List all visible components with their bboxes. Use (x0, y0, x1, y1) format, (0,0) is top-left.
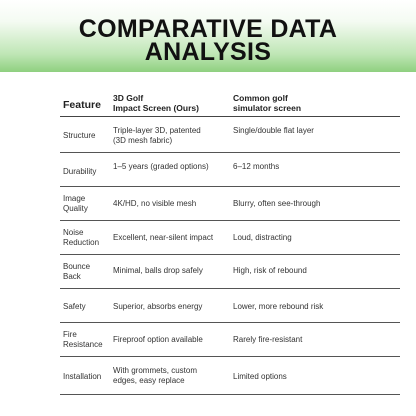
row-feature-label: Installation (63, 372, 102, 381)
row-ours-value: Excellent, near-silent impact (113, 233, 214, 242)
row-feature-label: Durability (63, 167, 97, 176)
row-common-value: Single/double flat layer (233, 126, 314, 135)
row-feature-label: Image Quality (63, 194, 88, 213)
row-common-value: Limited options (233, 372, 287, 381)
table-row (60, 289, 400, 323)
row-common-value: Loud, distracting (233, 233, 292, 242)
row-feature-label: Noise Reduction (63, 228, 100, 247)
page-title-line-2: ANALYSIS (144, 38, 272, 66)
row-ours-value: 4K/HD, no visible mesh (113, 199, 197, 208)
row-feature-label: Fire Resistance (63, 330, 103, 349)
table-header-row (60, 80, 400, 117)
row-ours-value: Minimal, balls drop safely (113, 266, 203, 275)
row-feature-label: Safety (63, 302, 86, 311)
table-row (60, 255, 400, 289)
row-ours-value: Triple-layer 3D, patented (3D mesh fabric) (113, 126, 201, 145)
table-row (60, 187, 400, 221)
row-feature-label: Structure (63, 131, 96, 140)
table-row (60, 221, 400, 255)
row-feature-label: Bounce Back (63, 262, 91, 281)
row-ours-value: 1–5 years (graded options) (113, 162, 209, 171)
row-common-value: Lower, more rebound risk (233, 302, 324, 311)
row-ours-value: Fireproof option available (113, 335, 203, 344)
row-common-value: Blurry, often see-through (233, 199, 321, 208)
row-common-value: High, risk of rebound (233, 266, 307, 275)
header-banner (0, 0, 416, 72)
column-header-ours: 3D Golf Impact Screen (Ours) (113, 93, 199, 113)
row-common-value: 6–12 months (233, 162, 280, 171)
table-row (60, 153, 400, 187)
row-common-value: Rarely fire-resistant (233, 335, 303, 344)
table-row (60, 357, 400, 395)
column-header-common: Common golf simulator screen (233, 93, 302, 113)
table-row (60, 117, 400, 153)
comparison-table (60, 80, 400, 395)
row-ours-value: Superior, absorbs energy (113, 302, 203, 311)
row-ours-value: With grommets, custom edges, easy replace (113, 366, 198, 385)
column-header-feature: Feature (63, 99, 101, 111)
page-title-line-1: COMPARATIVE DATA (78, 15, 338, 43)
table-row (60, 323, 400, 357)
